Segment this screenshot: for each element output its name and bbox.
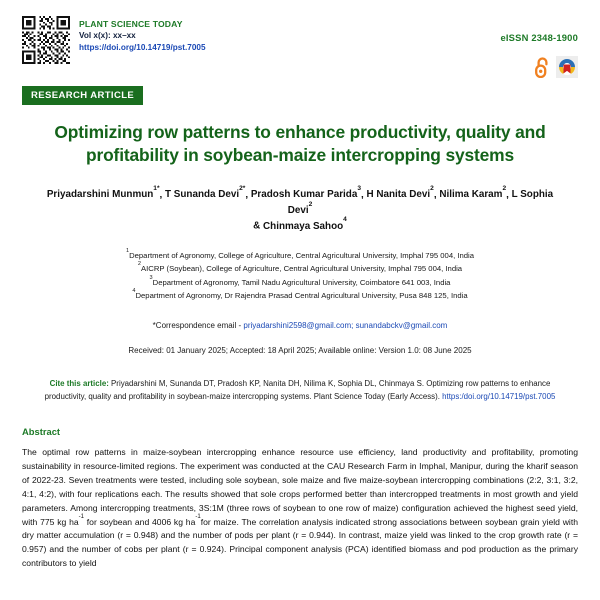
author-item: L Sophia Devi$^2$ [287, 189, 554, 216]
author-item: Chinmaya Sahoo$^4$ [263, 216, 347, 232]
affiliation-item: $^3$Department of Agronomy, Tamil Nadu Agricultural University, Coimbatore 641 003, India [149, 274, 451, 287]
author-item: H Nanita Devi$^2$ [366, 184, 434, 201]
author-item: Nilima Karam$^2$ [439, 184, 507, 201]
journal-doi-link[interactable]: https://doi.org/10.14719/pst.7005 [79, 43, 206, 53]
author-item: Priyadarshini Munmun$^{1*}$ [46, 184, 160, 201]
crossmark-badge-icon[interactable] [556, 56, 578, 78]
abstract-heading: Abstract [22, 425, 61, 437]
cite-text: Priyadarshini M, Sunanda DT, Pradosh KP, Nanita DH, Nilima K, Sophia DL, Chinmaya S. Optimizing row patterns to enhance productivity, quality and profitability in soybean-maize intercropping systems. Plant Science Today (Early Access). [44, 378, 551, 402]
abstract-part-2: for soybean and 4006 kg ha [83, 516, 196, 527]
authors-list: Priyadarshini Munmun$^{1*}$, T Sunanda Devi$^{2*}$, Pradosh Kumar Parida$^3$, H Nanita Devi$^2$, Nilima Karam$^2$, L Sophia Devi$^2$ & Chinmaya Sahoo$^4$ [46, 184, 554, 232]
correspondence-email-2[interactable]: sunandabckv@gmail.com [355, 320, 448, 330]
cite-this-article [30, 377, 570, 404]
masthead-right [500, 16, 578, 78]
author-item: Pradosh Kumar Parida$^3$ [250, 184, 361, 201]
journal-volume: Vol x(x): xx–xx [79, 31, 136, 41]
cite-doi-link[interactable]: https:/doi.org/10.14719/pst.7005 [442, 392, 556, 402]
article-type-row [22, 85, 578, 105]
open-access-icon[interactable] [534, 56, 551, 78]
correspondence-label: *Correspondence email - [152, 320, 242, 330]
affiliation-item: $^2$AICRP (Soybean), College of Agriculture, Central Agricultural University, Imphal 795 004, India [137, 261, 463, 274]
correspondence-line [22, 321, 578, 330]
publication-dates: Received: 01 January 2025; Accepted: 18 April 2025; Available online: Version 1.0: 08 June 2025 [128, 345, 472, 355]
badge-row [500, 56, 578, 78]
cite-label: Cite this article: [49, 378, 109, 388]
abstract-superscript-1: -1 [78, 513, 84, 520]
correspondence-email-1[interactable]: priyadarshini2598@gmail.com; [243, 320, 354, 330]
author-item: T Sunanda Devi$^{2*}$ [165, 184, 246, 201]
abstract-text [22, 446, 578, 571]
abstract-part-3: for maize. The correlation analysis indicated strong associations between soybean grain yield with dry matter accumulation (r = 0.948) and the number of pods per plant (r = 0.944). In contrast, maize yield was linked to the crop growth rate (r = 0.957) and the number of cobs per plant (r = 0.924). Principal component analysis (PCA) identified biomass and pod production as the primary contributors to yield [22, 516, 578, 569]
journal-name: PLANT SCIENCE TODAY [79, 19, 183, 29]
masthead [22, 0, 578, 78]
article-type-badge: RESEARCH ARTICLE [22, 86, 143, 105]
affiliation-item: $^4$Department of Agronomy, Dr Rajendra Prasad Central Agricultural University, Pusa 848 125, India [132, 288, 468, 301]
journal-info [79, 16, 206, 54]
abstract-superscript-2: -1 [195, 513, 201, 520]
qr-code-icon [22, 16, 70, 64]
affiliation-item: $^1$Department of Agronomy, College of Agriculture, Central Agricultural University, Imphal 795 004, India [125, 247, 475, 260]
page-title: Optimizing row patterns to enhance productivity, quality and profitability in soybean-maize intercropping systems [54, 122, 546, 165]
masthead-left [22, 16, 206, 64]
affiliations-list [36, 249, 564, 303]
eissn-label: eISSN 2348-1900 [500, 32, 578, 43]
abstract-part-1: The optimal row patterns in maize-soybean intercropping enhance resource use efficiency, land productivity and profitability, promoting sustainability in resource-limited regions. The experiment was conducted at the CAU Research Farm in Imphal, Manipur, during the kharif season of 2022-23. Seven treatments were tested, including sole soybean, sole maize and five maize-soybean intercropping combinations (2:2, 3:1, 3:2, 4:1, 4:2), with four replications each. The results showed that sole crops performed better than intercropped treatments in most growth and yield parameters. Among intercropping treatments, 3S:1M (three rows of soybean to one row of maize) configuration achieved the highest seed yield, with 775 kg ha [22, 446, 578, 527]
